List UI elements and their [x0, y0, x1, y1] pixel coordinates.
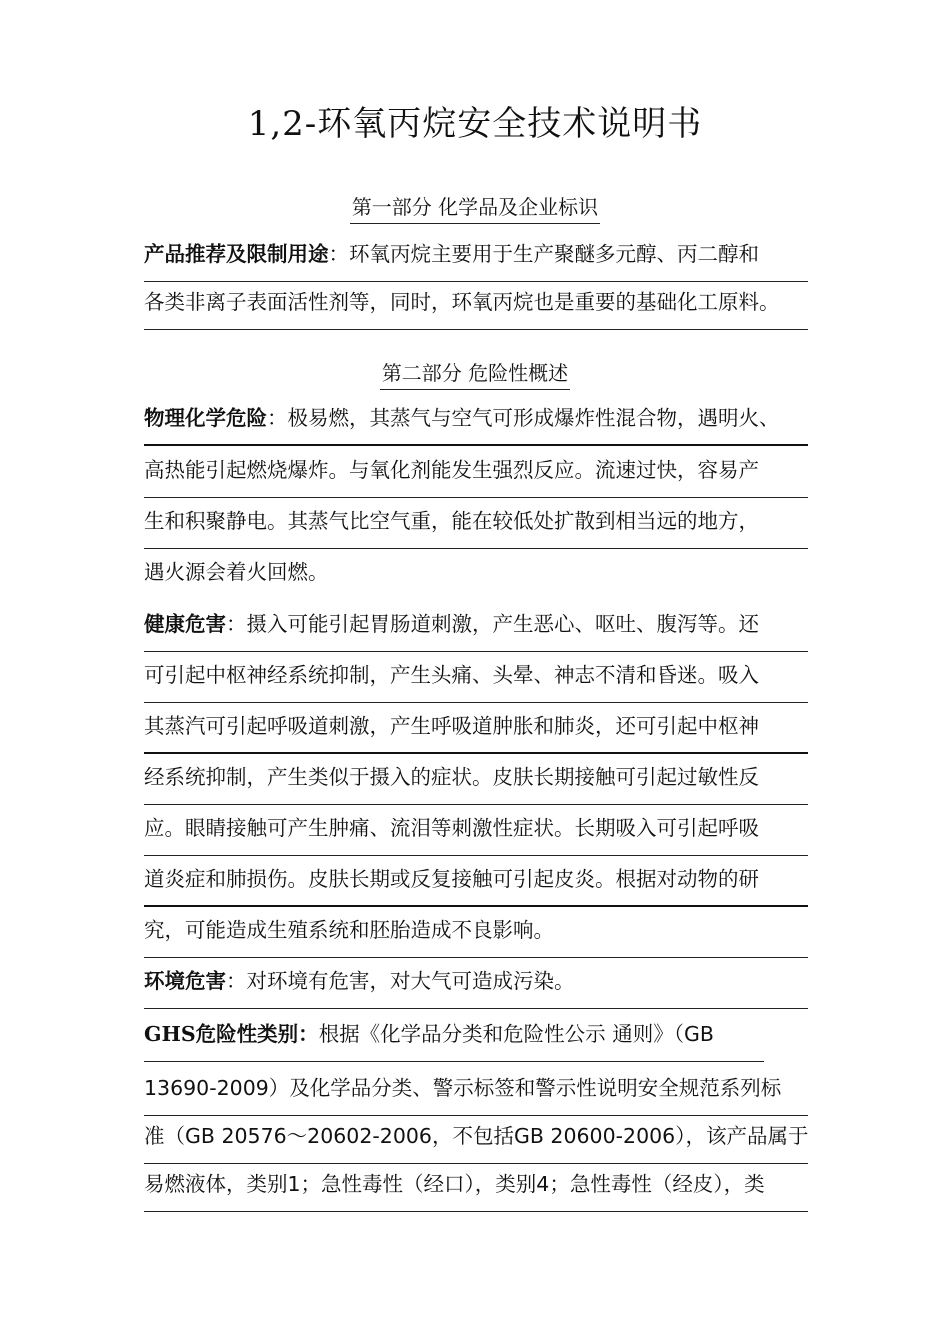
physchem-paragraph-line-1	[144, 396, 808, 446]
health-paragraph-line-6: 道炎症和肺损伤。皮肤长期或反复接触可引起皮炎。根据对动物的研	[144, 857, 808, 907]
health-paragraph-line-1	[144, 602, 808, 652]
health-label: 健康危害	[144, 612, 226, 636]
section-1-heading-text: 第一部分 化学品及企业标识	[350, 192, 600, 224]
physchem-label: 物理化学危险	[144, 406, 267, 430]
ghs-label: GHS危险性类别：	[144, 1022, 319, 1046]
section-2-heading-text: 第二部分 危险性概述	[380, 358, 570, 390]
health-paragraph-line-2: 可引起中枢神经系统抑制，产生头痛、头晕、神志不清和昏迷。吸入	[144, 653, 808, 703]
health-paragraph-line-4: 经系统抑制，产生类似于摄入的症状。皮肤长期接触可引起过敏性反	[144, 755, 808, 805]
usage-text: ：环氧丙烷主要用于生产聚醚多元醇、丙二醇和	[328, 242, 759, 266]
physchem-paragraph-line-3: 生和积聚静电。其蒸气比空气重，能在较低处扩散到相当远的地方，	[144, 499, 808, 549]
env-text: ：对环境有危害，对大气可造成污染。	[226, 969, 575, 993]
health-paragraph-line-3: 其蒸汽可引起呼吸道刺激，产生呼吸道肿胀和肺炎，还可引起中枢神	[144, 704, 808, 754]
env-paragraph-line-1	[144, 959, 808, 1009]
health-paragraph-line-5: 应。眼睛接触可产生肿痛、流泪等刺激性症状。长期吸入可引起呼吸	[144, 806, 808, 856]
ghs-paragraph-line-2: 13690-2009）及化学品分类、警示标签和警示性说明安全规范系列标	[144, 1066, 808, 1116]
usage-label: 产品推荐及限制用途	[144, 242, 329, 266]
usage-paragraph-line-2: 各类非离子表面活性剂等，同时，环氧丙烷也是重要的基础化工原料。	[144, 280, 808, 330]
physchem-paragraph-line-4: 遇火源会着火回燃。	[144, 560, 329, 584]
physchem-text: ：极易燃，其蒸气与空气可形成爆炸性混合物，遇明火、	[267, 406, 780, 430]
section-2-heading	[0, 356, 950, 390]
ghs-paragraph-line-1	[144, 1012, 764, 1062]
ghs-text: 根据《化学品分类和危险性公示 通则》（GB	[318, 1022, 714, 1046]
section-1-heading	[0, 190, 950, 224]
env-label: 环境危害	[144, 969, 226, 993]
ghs-paragraph-line-4: 易燃液体，类别1；急性毒性（经口），类别4；急性毒性（经皮），类	[144, 1162, 808, 1212]
usage-paragraph-line-1	[144, 232, 808, 282]
document-title: 1,2-环氧丙烷安全技术说明书	[247, 104, 703, 144]
ghs-paragraph-line-3: 准（GB 20576～20602-2006，不包括GB 20600-2006），该产品属于	[144, 1114, 808, 1164]
health-paragraph-line-7: 究，可能造成生殖系统和胚胎造成不良影响。	[144, 908, 808, 958]
physchem-paragraph-line-2: 高热能引起燃烧爆炸。与氧化剂能发生强烈反应。流速过快，容易产	[144, 448, 808, 498]
health-text: ：摄入可能引起胃肠道刺激，产生恶心、呕吐、腹泻等。还	[226, 612, 759, 636]
